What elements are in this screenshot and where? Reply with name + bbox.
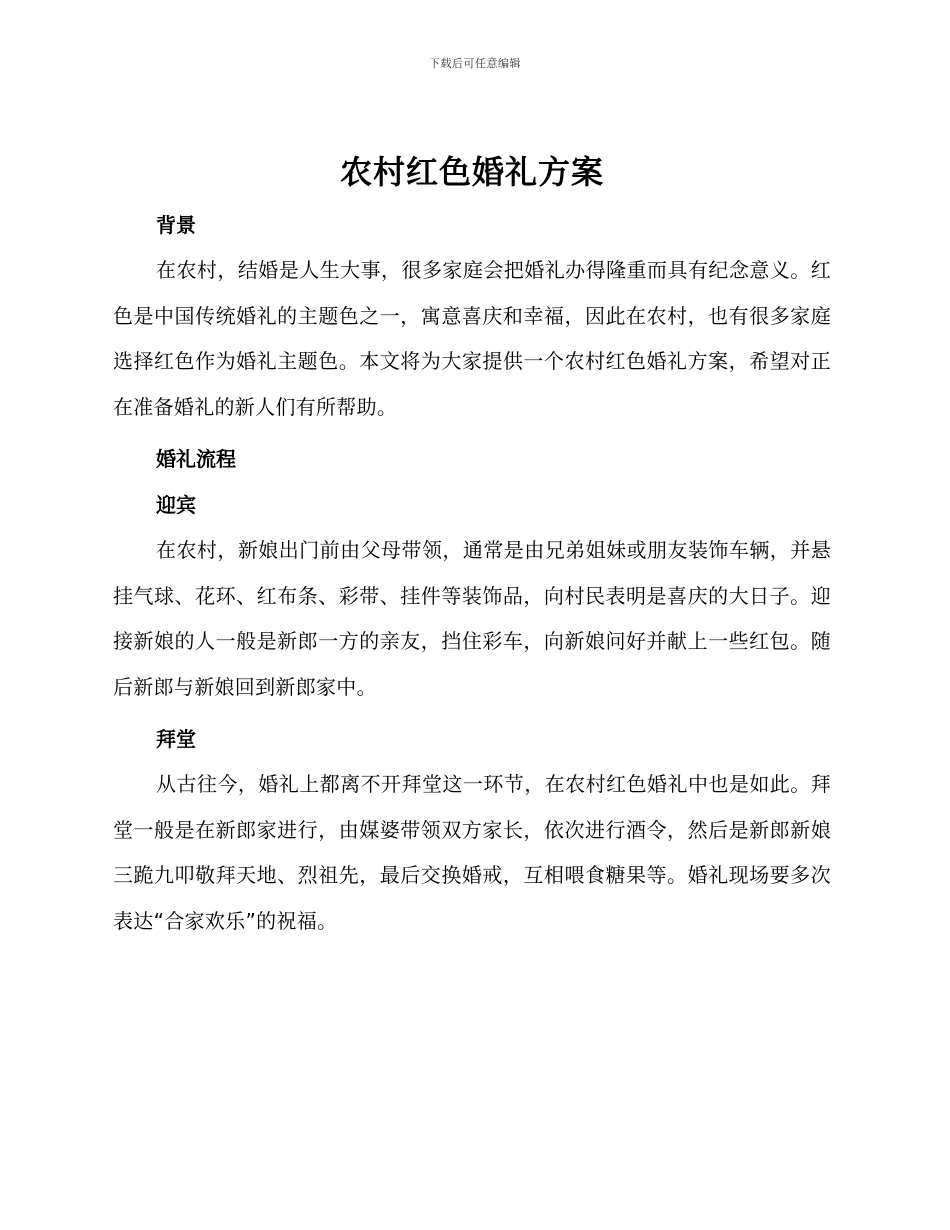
section-heading-wedding-process: 婚礼流程 (156, 447, 236, 471)
section-heading-background: 背景 (156, 213, 196, 237)
document-body (113, 148, 831, 944)
paragraph-worship-ceremony: 从古往今，婚礼上都离不开拜堂这一环节，在农村红色婚礼中也是如此。拜堂一般是在新郎家进行，由媒婆带领双方家长，依次进行酒令，然后是新郎新娘三跪九叩敬拜天地、烈祖先，最后交换婚戒，互相喂食糖果等。婚礼现场要多次表达“合家欢乐”的祝福。 (113, 772, 831, 933)
paragraph-welcome-guests: 在农村，新娘出门前由父母带领，通常是由兄弟姐妹或朋友装饰车辆，并悬挂气球、花环、红布条、彩带、挂件等装饰品，向村民表明是喜庆的大日子。迎接新娘的人一般是新郎一方的亲友，挡住彩车，向新娘问好并献上一些红包。随后新郎与新娘回到新郎家中。 (113, 538, 831, 699)
section-heading-welcome-guests: 迎宾 (156, 493, 196, 517)
paragraph-background: 在农村，结婚是人生大事，很多家庭会把婚礼办得隆重而具有纪念意义。红色是中国传统婚礼的主题色之一，寓意喜庆和幸福，因此在农村，也有很多家庭选择红色作为婚礼主题色。本文将为大家提供一个农村红色婚礼方案，希望对正在准备婚礼的新人们有所帮助。 (113, 258, 831, 419)
document-title: 农村红色婚礼方案 (339, 153, 604, 191)
section-heading-worship-ceremony: 拜堂 (156, 727, 196, 751)
page-header-note: 下载后可任意编辑 (429, 57, 521, 70)
